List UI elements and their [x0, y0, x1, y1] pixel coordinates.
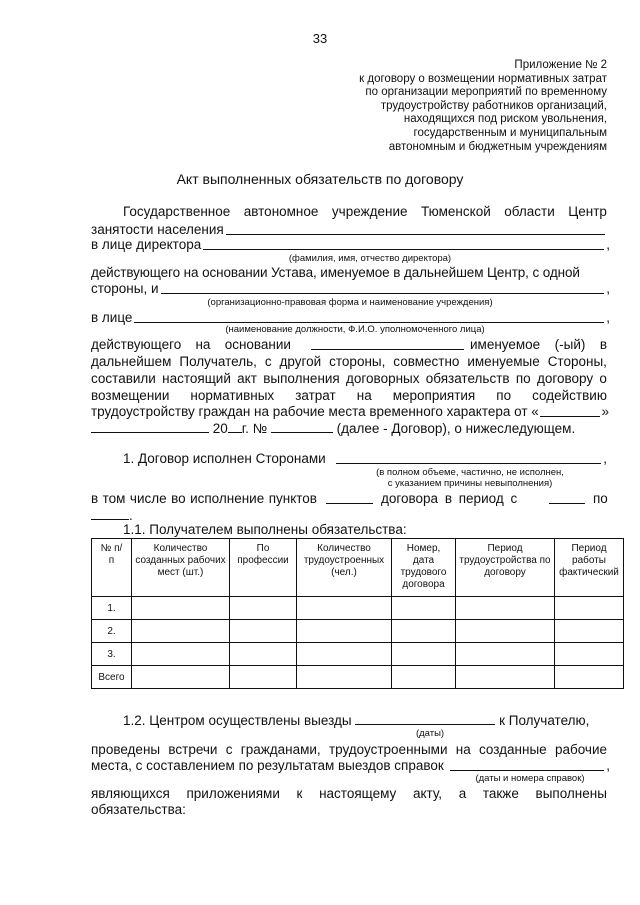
basis-field[interactable] [311, 336, 464, 350]
word: встречи [168, 742, 218, 757]
obligations-table [91, 538, 624, 689]
word: акту, [412, 786, 443, 801]
preamble-line-12 [91, 419, 575, 437]
preamble-line-2-text: занятости населения [91, 222, 224, 237]
word: Получатель, [179, 354, 257, 369]
section12-line-2 [91, 741, 607, 758]
fulfillment-status-field[interactable] [336, 450, 602, 464]
representative-field[interactable] [134, 309, 604, 323]
year-prefix: 20 [212, 421, 228, 436]
word: Тюменской [421, 204, 491, 219]
word: совместно [393, 354, 460, 369]
section1-line-2b: договора в период с [381, 491, 518, 506]
table-cell[interactable] [230, 620, 297, 643]
word: Центр [568, 204, 607, 219]
table-cell[interactable] [297, 597, 392, 620]
organization-caption: (организационно-правовая форма и наименование учреждения) [207, 297, 493, 308]
word: действующего [91, 337, 182, 352]
word: рабочие [554, 742, 607, 757]
table-cell[interactable] [555, 597, 624, 620]
word: мероприятия [392, 388, 476, 403]
section12-text-b: к Получателю, [499, 713, 590, 728]
col-profession-header: По профессии [230, 539, 297, 597]
table-cell[interactable] [392, 643, 456, 666]
col-period-actual-header: Период работы фактический [555, 539, 624, 597]
contract-date-text: трудоустройству граждан на рабочие места временного характера от « [91, 404, 539, 419]
word: являющихся [91, 786, 170, 801]
table-cell[interactable] [230, 597, 297, 620]
table-cell[interactable] [555, 620, 624, 643]
word: затрат [295, 388, 336, 403]
word: числе [129, 491, 167, 506]
word: другой [279, 354, 322, 369]
word: на [455, 742, 471, 757]
contract-day-field[interactable] [540, 403, 601, 417]
word: а [458, 786, 467, 801]
word: настоящему [319, 786, 397, 801]
section12-line-1 [123, 711, 589, 729]
director-caption: (фамилия, имя, отчество директора) [288, 253, 452, 264]
appendix-line: к договору о возмещении нормативных затрат [359, 72, 607, 85]
word: настоящий [162, 371, 231, 386]
section1-line-2a [91, 490, 317, 507]
section12-line-3 [91, 757, 610, 774]
word: именуемые [467, 354, 540, 369]
representative-caption: (наименование должности, Ф.И.О. уполномоченного лица) [225, 324, 485, 335]
word: о [599, 371, 607, 386]
table-row [92, 620, 624, 643]
table-cell[interactable] [132, 643, 230, 666]
person-label: в лице [91, 310, 133, 325]
word: выполнения [263, 371, 340, 386]
table-cell[interactable] [230, 643, 297, 666]
word: именуемое [470, 337, 541, 352]
word: дальнейшем [91, 354, 172, 369]
center-name-field[interactable] [226, 221, 605, 235]
word: договору [536, 371, 594, 386]
word: акт [237, 371, 257, 386]
table-cell[interactable] [392, 620, 456, 643]
preamble-line-8 [91, 353, 607, 370]
director-name-field[interactable] [203, 236, 604, 250]
table-row [92, 666, 624, 689]
table-cell[interactable] [555, 666, 624, 689]
appendix-line: государственным и муниципальным [413, 126, 607, 139]
col-period-contract-header: Период трудоустройства по договору [456, 539, 555, 597]
table-cell[interactable] [555, 643, 624, 666]
col-contract-header: Номер, дата трудового договора [392, 539, 456, 597]
preamble-line-7a [91, 336, 291, 353]
subsection-1-1: 1.1. Получателем выполнены обязательства: [123, 522, 407, 537]
word: исполнение [190, 491, 265, 506]
contract-number-field[interactable] [271, 419, 333, 433]
word: области [504, 204, 555, 219]
preamble-line-5 [91, 280, 610, 297]
row-number-cell: Всего [92, 666, 132, 689]
comma: , [606, 310, 610, 325]
col-employed-header: Количество трудоустроенных (чел.) [297, 539, 392, 597]
table-cell[interactable] [132, 666, 230, 689]
preamble-line-11 [91, 403, 609, 420]
word: созданные [479, 742, 547, 757]
word: также [482, 786, 519, 801]
row-number-cell: 1. [92, 597, 132, 620]
table-cell[interactable] [456, 643, 555, 666]
preamble-line-3 [91, 236, 610, 253]
side-label: стороны, и [91, 281, 159, 296]
contract-tail: (далее - Договор), о нижеследующем. [336, 421, 576, 436]
word: на [195, 337, 211, 352]
contract-year-field[interactable] [228, 419, 242, 433]
word: основании [224, 337, 291, 352]
word: во [171, 491, 186, 506]
period-from-field[interactable] [549, 490, 585, 504]
word: выполнены [535, 786, 607, 801]
word: в [599, 337, 607, 352]
preamble-line-1 [123, 203, 607, 220]
fulfillment-caption-2: с указанием причины невыполнения) [387, 478, 553, 489]
section12-line-5: обязательства: [91, 802, 186, 817]
row-number-cell: 3. [92, 643, 132, 666]
word: на [356, 388, 372, 403]
appendix-block [359, 59, 607, 154]
word: с [225, 742, 233, 757]
table-cell[interactable] [297, 666, 392, 689]
appendix-line: по организации мероприятий по временному [365, 86, 607, 99]
table-row [92, 597, 624, 620]
reports-field[interactable] [450, 757, 604, 771]
word: учреждение [331, 204, 408, 219]
word: договорных [346, 371, 420, 386]
word: автономное [243, 204, 319, 219]
period: . [129, 508, 133, 523]
section1-line-2c: по [593, 491, 608, 506]
appendix-number: Приложение № 2 [514, 59, 607, 71]
section12-line-3-text: места, с составлением по результатам выездов справок [91, 758, 444, 773]
word: пунктов [268, 491, 317, 506]
table-cell[interactable] [456, 597, 555, 620]
word: к [296, 786, 303, 801]
quote-close: » [601, 404, 609, 419]
director-label: в лице директора [91, 237, 202, 252]
page-number: 33 [312, 31, 328, 46]
word: обязательств [425, 371, 510, 386]
table-cell[interactable] [297, 620, 392, 643]
word: Стороны, [547, 354, 607, 369]
table-header-row [92, 539, 624, 597]
word: составили [91, 371, 156, 386]
table-cell[interactable] [132, 597, 230, 620]
table-cell[interactable] [132, 620, 230, 643]
word: в [91, 491, 99, 506]
row-number-cell: 2. [92, 620, 132, 643]
visit-dates-caption: (даты) [415, 728, 445, 739]
year-suffix-number: г. № [241, 421, 268, 436]
col-created-jobs-header: Количество созданных рабочих мест (шт.) [132, 539, 230, 597]
period-to-field[interactable] [91, 506, 129, 520]
preamble-line-7b [470, 336, 607, 353]
appendix-line: автономным и бюджетным учреждениям [388, 140, 607, 153]
section1-line: 1. Договор исполнен Сторонами , [123, 451, 607, 466]
word: Государственное [123, 204, 231, 219]
preamble-line-9 [91, 370, 607, 387]
preamble-line-4: действующего на основании Устава, именуемое в дальнейшем Центр, с одной [91, 265, 580, 280]
section12-line-4 [91, 785, 607, 802]
word: (-ый) [554, 337, 586, 352]
table-cell[interactable] [456, 666, 555, 689]
preamble-line-10 [91, 387, 607, 404]
appendix-line: трудоустройству работников организаций, [380, 99, 607, 112]
table-cell[interactable] [456, 620, 555, 643]
table-cell[interactable] [392, 666, 456, 689]
fulfillment-caption-1: (в полном объеме, частично, не исполнен, [376, 467, 564, 478]
word: по [496, 388, 512, 403]
comma: , [606, 281, 610, 296]
word: возмещении [91, 388, 170, 403]
word: с [264, 354, 272, 369]
word: проведены [91, 742, 161, 757]
word: трудоустроенными [328, 742, 448, 757]
organization-field[interactable] [161, 280, 605, 294]
appendix-line: находящихся под риском увольнения, [403, 113, 607, 126]
word: по [515, 371, 531, 386]
word: приложениями [186, 786, 280, 801]
col-number-header: № п/п [92, 539, 132, 597]
section12-text: 1.2. Центром осуществлены выезды [123, 713, 352, 728]
visit-dates-field[interactable] [355, 711, 495, 725]
word: содействию [532, 388, 607, 403]
contract-month-field[interactable] [91, 419, 209, 433]
section1-text: 1. Договор исполнен Сторонами [123, 451, 326, 466]
clauses-field[interactable] [326, 490, 373, 504]
table-cell[interactable] [297, 643, 392, 666]
table-cell[interactable] [392, 597, 456, 620]
word: стороны, [329, 354, 386, 369]
word: нормативных [190, 388, 275, 403]
document-title: Акт выполненных обязательств по договору [176, 171, 464, 187]
table-row [92, 643, 624, 666]
word: том [102, 491, 126, 506]
reports-caption: (даты и номера справок) [475, 773, 585, 784]
table-cell[interactable] [230, 666, 297, 689]
comma: , [606, 237, 610, 252]
word: гражданами, [240, 742, 321, 757]
comma: , [606, 758, 610, 773]
